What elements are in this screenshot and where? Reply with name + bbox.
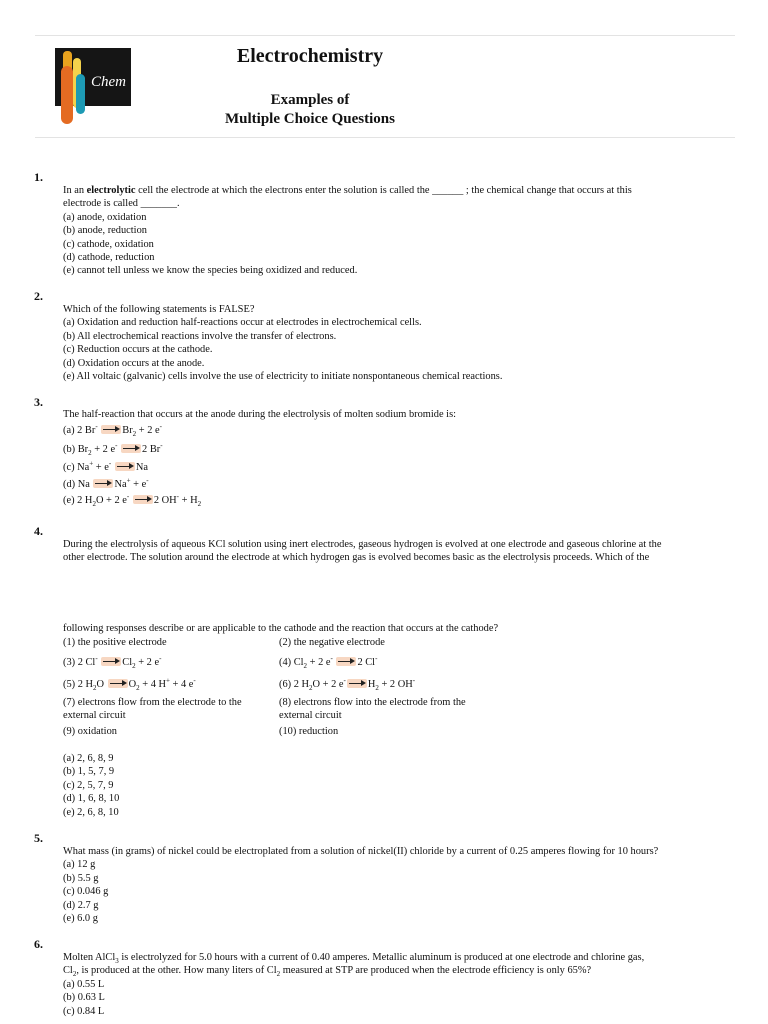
question-text: In an electrolytic cell the electrode at which the electrons enter the solution is called the ______ ; the chemical change that occurs at this bbox=[63, 185, 632, 196]
arrow-icon bbox=[336, 657, 356, 666]
answer-option: (b) 5.5 g bbox=[63, 872, 99, 884]
response-item: external circuit bbox=[63, 710, 126, 721]
answer-option: (a) 2, 6, 8, 9 bbox=[63, 753, 114, 764]
question-text: During the electrolysis of aqueous KCl solution using inert electrodes, gaseous hydrogen is evolved at one electrode and gaseous chlorine at the bbox=[63, 539, 662, 550]
subtitle-line-1: Examples of bbox=[270, 92, 350, 108]
question-text: following responses describe or are applicable to the cathode and the reaction that occurs at the cathode? bbox=[63, 623, 499, 634]
question-4-continued bbox=[63, 622, 743, 635]
arrow-icon bbox=[121, 444, 141, 453]
response-item: external circuit bbox=[279, 710, 342, 721]
question-text: What mass (in grams) of nickel could be electroplated from a solution of nickel(II) chloride by a current of 0.25 amperes flowing for 10 hours? bbox=[63, 846, 659, 857]
answer-option: (c) Reduction occurs at the cathode. bbox=[63, 344, 213, 356]
subtitle-line-2: Multiple Choice Questions bbox=[224, 111, 395, 127]
arrow-icon bbox=[101, 425, 121, 434]
answer-option: (b) 0.63 L bbox=[63, 992, 105, 1004]
question-2 bbox=[63, 303, 743, 383]
response-item: (2) the negative electrode bbox=[279, 637, 385, 648]
question-number: 1. bbox=[34, 170, 43, 184]
response-item: (3) 2 Cl- $Cl_2 + 2$ e- bbox=[63, 654, 162, 671]
question-6 bbox=[63, 951, 743, 1018]
answer-option: (a) 0.55 L bbox=[63, 978, 105, 990]
question-text: Molten AlCl$_3$ is electrolyzed for 5.0 hours with a current of 0.40 amperes. Metallic aluminum is produced at one electrode and chlorine gas, bbox=[63, 952, 645, 966]
question-4 bbox=[63, 538, 743, 565]
arrow-icon bbox=[101, 657, 121, 666]
question-number: 3. bbox=[34, 395, 43, 409]
answer-option: (d) Oxidation occurs at the anode. bbox=[63, 357, 205, 369]
header-rule bbox=[35, 137, 735, 138]
question-number: 2. bbox=[34, 289, 43, 303]
question-text: $Cl_2$, is produced at the other. How many liters of $Cl_2$ measured at STP are produced when the electrode efficiency is only 65%? bbox=[63, 965, 592, 979]
question-number: 4. bbox=[34, 524, 43, 538]
answer-option: (c) 0.046 g bbox=[63, 886, 109, 898]
answer-option: (a) 12 g bbox=[63, 859, 96, 871]
response-item: (1) the positive electrode bbox=[63, 637, 167, 648]
logo-text: Chem bbox=[91, 74, 126, 90]
response-item: (6) 2 $H_2O + 2$ e- $H_2 + 2$ OH- bbox=[279, 676, 416, 693]
answer-option: (d) Na Na+ + e- bbox=[63, 476, 149, 490]
arrow-icon bbox=[93, 479, 113, 488]
response-item: (8) electrons flow into the electrode from the bbox=[279, 697, 466, 708]
question-number: 6. bbox=[34, 937, 43, 951]
page-title: Electrochemistry bbox=[236, 45, 384, 67]
question-text: other electrode. The solution around the electrode at which hydrogen gas is evolved becomes basic as the electrolysis proceeds. Which of the bbox=[63, 552, 650, 564]
question-4-options bbox=[63, 752, 743, 819]
question-text: The half-reaction that occurs at the anode during the electrolysis of molten sodium bromide is: bbox=[63, 409, 456, 420]
answer-option: (b) $Br_2 + 2$ e- 2 Br- bbox=[63, 441, 163, 457]
response-item: (5) 2 $H_2O$ $O_2 + 4$ H+ + 4 e- bbox=[63, 676, 196, 693]
question-5 bbox=[63, 845, 743, 925]
answer-option: (a) Oxidation and reduction half-reactions occur at electrodes in electrochemical cells. bbox=[63, 317, 422, 329]
answer-option: (d) 1, 6, 8, 10 bbox=[63, 793, 120, 805]
question-1 bbox=[63, 184, 743, 278]
question-3 bbox=[63, 408, 743, 507]
answer-option: (e) 6.0 g bbox=[63, 913, 98, 925]
answer-option: (c) cathode, oxidation bbox=[63, 238, 154, 250]
arrow-icon bbox=[108, 679, 128, 688]
answer-option: (e) 2, 6, 8, 10 bbox=[63, 806, 119, 818]
response-item: (9) oxidation bbox=[63, 726, 117, 737]
chem-logo bbox=[55, 48, 131, 124]
response-item: (4) $Cl_2 + 2$ e- 2 Cl- bbox=[279, 654, 378, 671]
response-item: (7) electrons flow from the electrode to the bbox=[63, 697, 242, 708]
answer-option: (b) All electrochemical reactions involve the transfer of electrons. bbox=[63, 330, 337, 342]
top-rule bbox=[35, 35, 735, 36]
answer-option: (c) 2, 5, 7, 9 bbox=[63, 779, 114, 791]
answer-option: (c) Na+ + e- Na bbox=[63, 459, 148, 474]
response-item: (10) reduction bbox=[279, 726, 339, 737]
answer-option: (d) 2.7 g bbox=[63, 899, 99, 911]
answer-option: (e) 2 $H_2O + 2$ e- 2 $OH^- + H_2$ bbox=[63, 492, 202, 509]
answer-option: (b) anode, reduction bbox=[63, 225, 147, 237]
answer-option: (a) 2 Br- $Br_2 + 2$ e- bbox=[63, 422, 162, 439]
question-number: 5. bbox=[34, 831, 43, 845]
arrow-icon bbox=[115, 462, 135, 471]
answer-option: (e) cannot tell unless we know the species being oxidized and reduced. bbox=[63, 265, 358, 277]
answer-option: (c) 0.84 L bbox=[63, 1005, 105, 1017]
arrow-icon bbox=[347, 679, 367, 688]
answer-option: (b) 1, 5, 7, 9 bbox=[63, 766, 115, 778]
question-text: Which of the following statements is FALSE? bbox=[63, 304, 255, 315]
question-text: electrode is called _______. bbox=[63, 198, 180, 210]
arrow-icon bbox=[133, 495, 153, 504]
answer-option: (e) All voltaic (galvanic) cells involve the use of electricity to initiate nonspontaneous chemical reactions. bbox=[63, 371, 503, 383]
answer-option: (d) cathode, reduction bbox=[63, 252, 155, 264]
answer-option: (a) anode, oxidation bbox=[63, 211, 147, 223]
